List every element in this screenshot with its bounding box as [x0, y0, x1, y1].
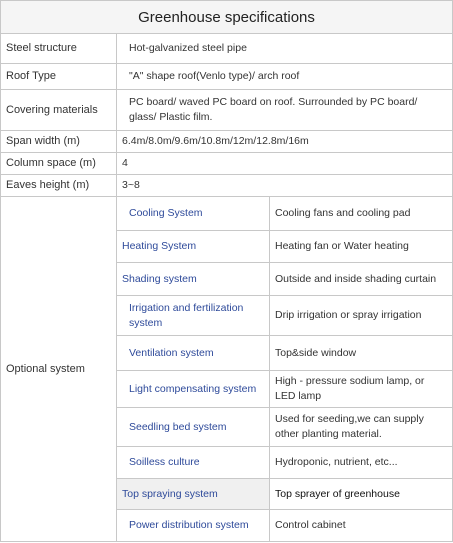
- optional-item-name: Power distribution system: [117, 510, 270, 542]
- spec-row-roof-type: [1, 64, 453, 90]
- spec-label: Roof Type: [1, 64, 117, 90]
- optional-item-name: Cooling System: [117, 197, 270, 231]
- spec-label: Eaves height (m): [1, 175, 117, 197]
- spec-label: Span width (m): [1, 131, 117, 153]
- optional-item-desc: Cooling fans and cooling pad: [270, 197, 453, 231]
- spec-row-column-space: [1, 153, 453, 175]
- optional-item-desc: Top&side window: [270, 336, 453, 371]
- spec-label: Steel structure: [1, 34, 117, 64]
- optional-system-label: Optional system: [1, 197, 117, 542]
- optional-item-desc: Used for seeding,we can supply other planting material.: [270, 408, 453, 447]
- optional-item-desc: High - pressure sodium lamp, or LED lamp: [270, 371, 453, 408]
- spec-value: 4: [117, 153, 453, 175]
- spec-label: Column space (m): [1, 153, 117, 175]
- optional-item-desc: Top sprayer of greenhouse: [270, 479, 453, 510]
- spec-row-span-width: [1, 131, 453, 153]
- optional-item-desc: Drip irrigation or spray irrigation: [270, 296, 453, 336]
- spec-value: PC board/ waved PC board on roof. Surrounded by PC board/ glass/ Plastic film.: [117, 90, 453, 131]
- spec-row-steel-structure: [1, 34, 453, 64]
- optional-item-name: Irrigation and fertilization system: [117, 296, 270, 336]
- optional-item-name: Top spraying system: [117, 479, 270, 510]
- optional-item-name: Shading system: [117, 263, 270, 296]
- spec-label: Covering materials: [1, 90, 117, 131]
- spec-value: Hot-galvanized steel pipe: [117, 34, 453, 64]
- optional-row-cooling: [1, 197, 453, 231]
- table-title: Greenhouse specifications: [1, 1, 453, 34]
- optional-item-name: Soilless culture: [117, 447, 270, 479]
- spec-value: "A" shape roof(Venlo type)/ arch roof: [117, 64, 453, 90]
- spec-row-covering-materials: [1, 90, 453, 131]
- optional-item-desc: Heating fan or Water heating: [270, 231, 453, 263]
- optional-item-name: Light compensating system: [117, 371, 270, 408]
- optional-item-desc: Hydroponic, nutrient, etc...: [270, 447, 453, 479]
- spec-value: 6.4m/8.0m/9.6m/10.8m/12m/12.8m/16m: [117, 131, 453, 153]
- spec-row-eaves-height: [1, 175, 453, 197]
- optional-item-name: Seedling bed system: [117, 408, 270, 447]
- optional-item-desc: Control cabinet: [270, 510, 453, 542]
- optional-item-name: Ventilation system: [117, 336, 270, 371]
- optional-item-name: Heating System: [117, 231, 270, 263]
- optional-item-desc: Outside and inside shading curtain: [270, 263, 453, 296]
- spec-value: 3~8: [117, 175, 453, 197]
